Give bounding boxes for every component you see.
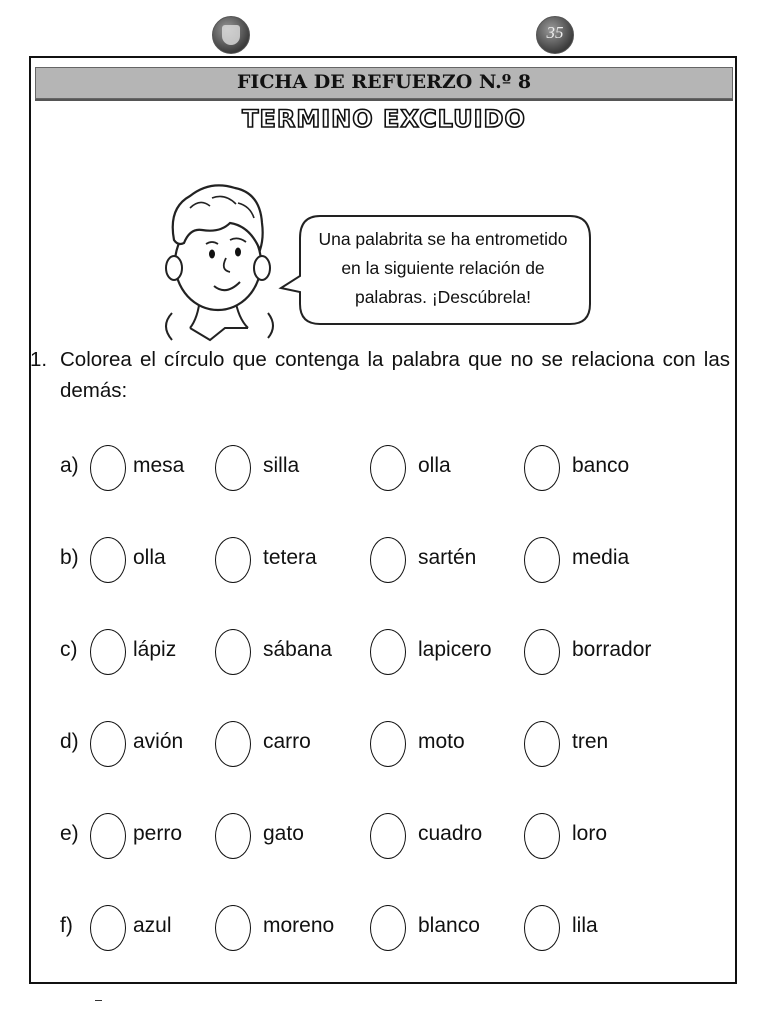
answer-circle[interactable] bbox=[90, 629, 126, 675]
answer-circle[interactable] bbox=[215, 445, 251, 491]
answer-circle[interactable] bbox=[524, 445, 560, 491]
answer-circle[interactable] bbox=[215, 905, 251, 951]
option-word: carro bbox=[263, 730, 311, 753]
exercise-row bbox=[0, 440, 768, 500]
exercise-row bbox=[0, 624, 768, 684]
option-word: borrador bbox=[572, 638, 652, 661]
option-word: loro bbox=[572, 822, 608, 845]
option-word: lápiz bbox=[133, 638, 177, 661]
exercise-label: b) bbox=[60, 546, 79, 569]
answer-circle[interactable] bbox=[215, 721, 251, 767]
answer-circle[interactable] bbox=[90, 445, 126, 491]
instruction bbox=[30, 344, 730, 406]
option-word: tren bbox=[572, 730, 609, 753]
exercise-label: c) bbox=[60, 638, 78, 661]
option-word: avión bbox=[133, 730, 184, 753]
option-word: lila bbox=[572, 914, 598, 937]
worksheet-subtitle: TERMINO EXCLUIDO bbox=[242, 105, 526, 133]
option-word: olla bbox=[418, 454, 451, 477]
exercise-row bbox=[0, 532, 768, 592]
option-word: azul bbox=[133, 914, 172, 937]
answer-circle[interactable] bbox=[524, 905, 560, 951]
boy-illustration bbox=[150, 178, 280, 343]
answer-circle[interactable] bbox=[215, 813, 251, 859]
option-word: sartén bbox=[418, 546, 477, 569]
answer-circle[interactable] bbox=[90, 813, 126, 859]
answer-circle[interactable] bbox=[215, 537, 251, 583]
speech-line: palabras. ¡Descúbrela! bbox=[354, 287, 532, 307]
answer-circle[interactable] bbox=[370, 905, 406, 951]
answer-circle[interactable] bbox=[90, 721, 126, 767]
title-band bbox=[35, 67, 733, 99]
answer-circle[interactable] bbox=[524, 813, 560, 859]
speech-bubble-text bbox=[302, 225, 584, 312]
option-word: blanco bbox=[418, 914, 480, 937]
option-word: moreno bbox=[263, 914, 335, 937]
option-word: moto bbox=[418, 730, 465, 753]
answer-circle[interactable] bbox=[370, 537, 406, 583]
option-word: cuadro bbox=[418, 822, 483, 845]
worksheet-title: FICHA DE REFUERZO N.º 8 bbox=[236, 71, 532, 93]
exercise-row bbox=[0, 900, 768, 960]
anniversary-35-logo: 35 bbox=[536, 16, 574, 54]
answer-circle[interactable] bbox=[524, 537, 560, 583]
option-word: lapicero bbox=[418, 638, 492, 661]
answer-circle[interactable] bbox=[370, 813, 406, 859]
speech-line: en la siguiente relación de bbox=[341, 258, 545, 278]
answer-circle[interactable] bbox=[90, 905, 126, 951]
exercise-row bbox=[0, 808, 768, 868]
answer-circle[interactable] bbox=[90, 537, 126, 583]
option-word: olla bbox=[133, 546, 166, 569]
exercise-label: e) bbox=[60, 822, 79, 845]
answer-circle[interactable] bbox=[370, 721, 406, 767]
option-word: silla bbox=[263, 454, 300, 477]
instruction-text: Colorea el círculo que contenga la palabra que no se relaciona con las demás: bbox=[60, 348, 730, 402]
answer-circle[interactable] bbox=[524, 721, 560, 767]
option-word: gato bbox=[263, 822, 304, 845]
answer-circle[interactable] bbox=[215, 629, 251, 675]
speech-line: Una palabrita se ha entrometido bbox=[318, 229, 568, 249]
option-word: banco bbox=[572, 454, 630, 477]
option-word: mesa bbox=[133, 454, 185, 477]
answer-circle[interactable] bbox=[370, 445, 406, 491]
footer-mark bbox=[95, 1000, 102, 1001]
exercise-label: d) bbox=[60, 730, 79, 753]
option-word: media bbox=[572, 546, 630, 569]
option-word: perro bbox=[133, 822, 183, 845]
answer-circle[interactable] bbox=[524, 629, 560, 675]
option-word: tetera bbox=[263, 546, 317, 569]
exercise-label: f) bbox=[60, 914, 73, 937]
answer-circle[interactable] bbox=[370, 629, 406, 675]
exercise-label: a) bbox=[60, 454, 79, 477]
exercise-row bbox=[0, 716, 768, 776]
instruction-number: 1. bbox=[30, 348, 48, 371]
school-crest-logo bbox=[212, 16, 250, 54]
option-word: sábana bbox=[263, 638, 332, 661]
